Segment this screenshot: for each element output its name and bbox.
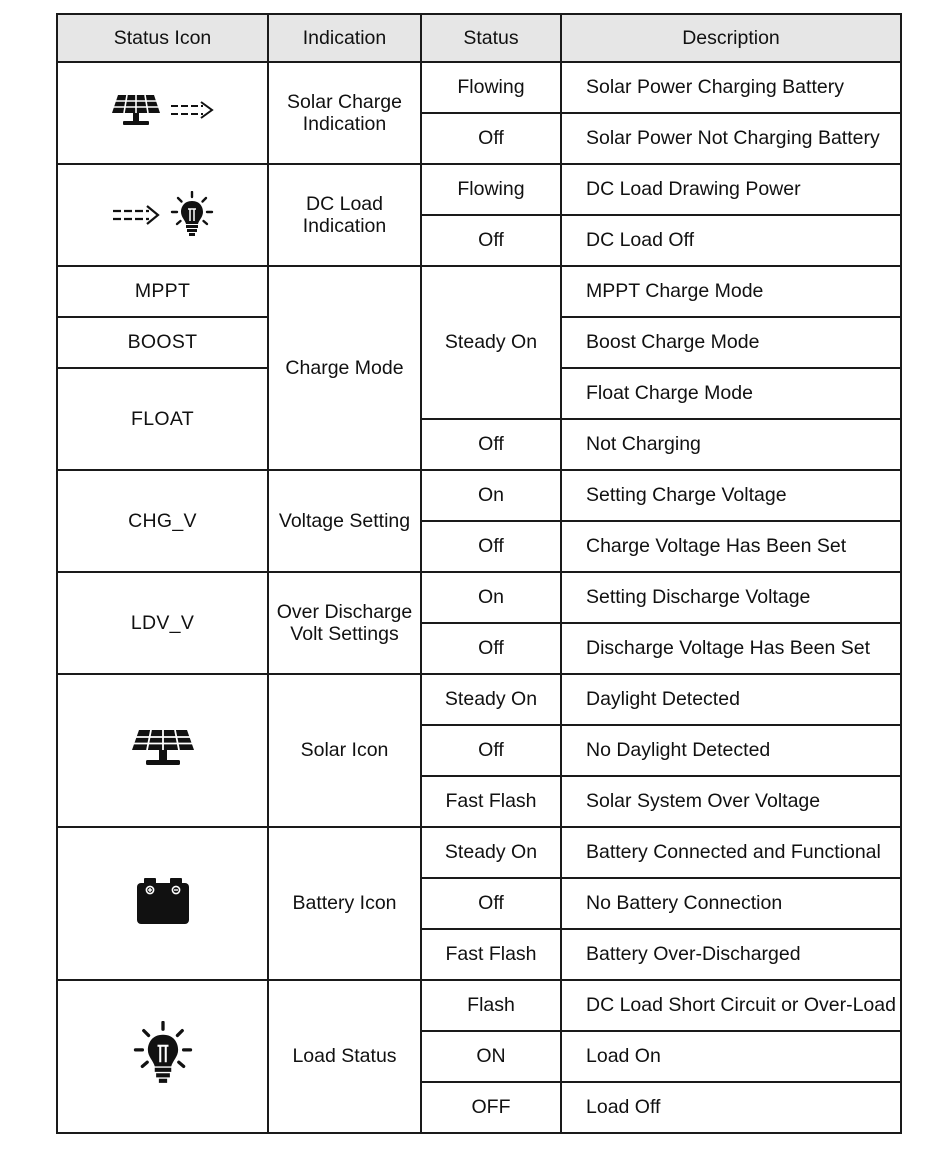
status-cell: On xyxy=(421,470,561,521)
status-icon-cell xyxy=(57,62,268,164)
indication-cell: Solar Icon xyxy=(268,674,421,827)
header-row xyxy=(57,14,901,62)
status-cell: Off xyxy=(421,113,561,164)
status-icon-cell xyxy=(57,164,268,266)
table-row xyxy=(57,827,901,878)
chg-v-label: CHG_V xyxy=(57,470,268,572)
status-cell: Fast Flash xyxy=(421,929,561,980)
indication-cell: Solar Charge Indication xyxy=(268,62,421,164)
description-cell: Solar System Over Voltage xyxy=(561,776,901,827)
status-icon-cell xyxy=(57,674,268,827)
indication-cell: Battery Icon xyxy=(268,827,421,980)
header-status: Status xyxy=(421,14,561,62)
status-icon-cell xyxy=(57,827,268,980)
boost-label: BOOST xyxy=(57,317,268,368)
description-cell: Boost Charge Mode xyxy=(561,317,901,368)
description-cell: DC Load Drawing Power xyxy=(561,164,901,215)
mppt-label: MPPT xyxy=(57,266,268,317)
header-description: Description xyxy=(561,14,901,62)
header-indication: Indication xyxy=(268,14,421,62)
status-cell: Fast Flash xyxy=(421,776,561,827)
status-cell: ON xyxy=(421,1031,561,1082)
indication-cell: DC Load Indication xyxy=(268,164,421,266)
status-icon-table xyxy=(56,13,902,1134)
table-row xyxy=(57,980,901,1031)
status-cell: Flowing xyxy=(421,62,561,113)
table-row xyxy=(57,674,901,725)
ldv-v-label: LDV_V xyxy=(57,572,268,674)
description-cell: Battery Connected and Functional xyxy=(561,827,901,878)
solar-panel-icon xyxy=(111,93,161,127)
description-cell: No Battery Connection xyxy=(561,878,901,929)
status-cell: Flash xyxy=(421,980,561,1031)
description-cell: Daylight Detected xyxy=(561,674,901,725)
status-cell: Flowing xyxy=(421,164,561,215)
indication-cell: Over Discharge Volt Settings xyxy=(268,572,421,674)
description-cell: Not Charging xyxy=(561,419,901,470)
description-cell: Battery Over-Discharged xyxy=(561,929,901,980)
status-cell: Steady On xyxy=(421,827,561,878)
lightbulb-icon xyxy=(131,1021,195,1087)
description-cell: Charge Voltage Has Been Set xyxy=(561,521,901,572)
description-cell: DC Load Off xyxy=(561,215,901,266)
status-cell: Off xyxy=(421,878,561,929)
description-cell: Solar Power Charging Battery xyxy=(561,62,901,113)
description-cell: Load On xyxy=(561,1031,901,1082)
status-cell: Steady On xyxy=(421,266,561,419)
indication-cell: Charge Mode xyxy=(268,266,421,470)
description-cell: Load Off xyxy=(561,1082,901,1133)
arrow-right-icon xyxy=(169,100,215,120)
table-row xyxy=(57,266,901,317)
header-status-icon: Status Icon xyxy=(57,14,268,62)
indication-cell: Load Status xyxy=(268,980,421,1133)
lightbulb-icon xyxy=(169,191,215,239)
description-cell: Solar Power Not Charging Battery xyxy=(561,113,901,164)
battery-icon xyxy=(136,877,190,925)
status-icon-cell xyxy=(57,980,268,1133)
description-cell: MPPT Charge Mode xyxy=(561,266,901,317)
status-cell: Off xyxy=(421,521,561,572)
table-row xyxy=(57,572,901,623)
indication-cell: Voltage Setting xyxy=(268,470,421,572)
description-cell: Float Charge Mode xyxy=(561,368,901,419)
description-cell: Setting Discharge Voltage xyxy=(561,572,901,623)
status-cell: Off xyxy=(421,623,561,674)
status-cell: Steady On xyxy=(421,674,561,725)
status-cell: Off xyxy=(421,215,561,266)
table-row xyxy=(57,470,901,521)
status-cell: Off xyxy=(421,725,561,776)
status-cell: On xyxy=(421,572,561,623)
description-cell: DC Load Short Circuit or Over-Load xyxy=(561,980,901,1031)
description-cell: No Daylight Detected xyxy=(561,725,901,776)
description-cell: Discharge Voltage Has Been Set xyxy=(561,623,901,674)
status-cell: Off xyxy=(421,419,561,470)
table-row xyxy=(57,164,901,215)
table-row xyxy=(57,62,901,113)
status-cell: OFF xyxy=(421,1082,561,1133)
float-label: FLOAT xyxy=(57,368,268,470)
arrow-right-icon xyxy=(111,204,161,226)
description-cell: Setting Charge Voltage xyxy=(561,470,901,521)
solar-panel-icon xyxy=(130,728,196,768)
